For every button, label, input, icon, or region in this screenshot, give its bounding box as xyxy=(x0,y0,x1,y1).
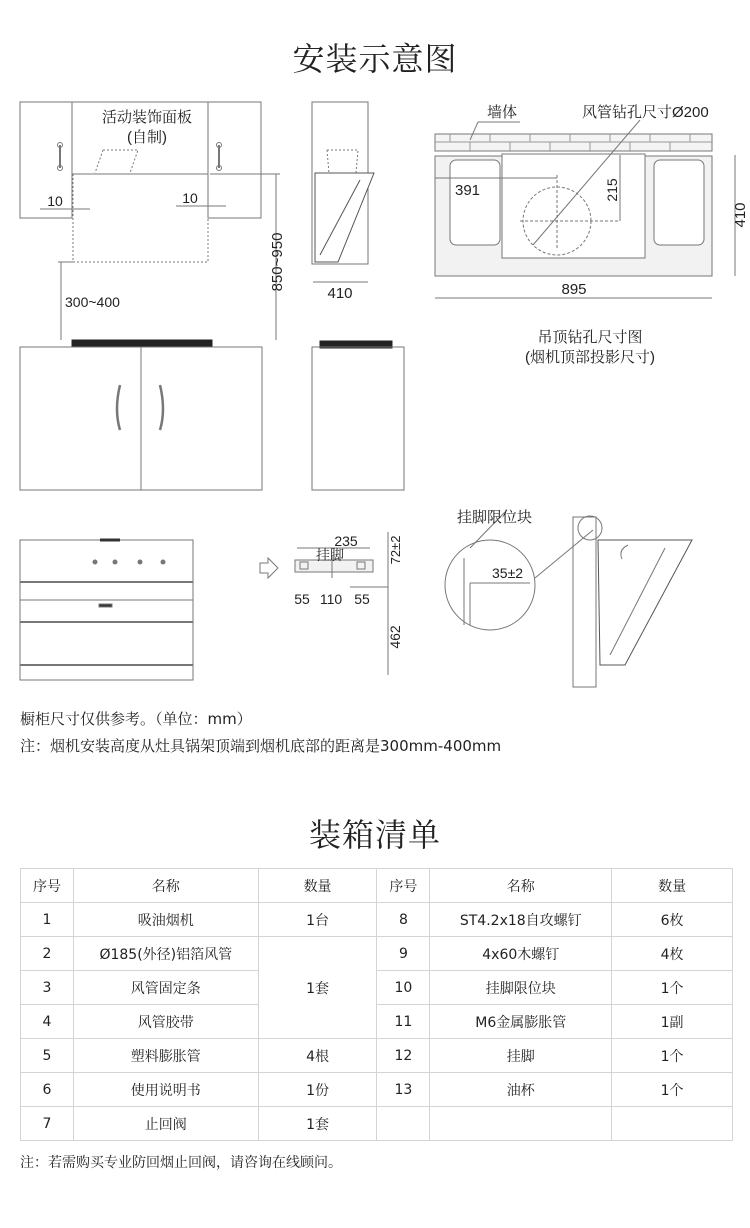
empty-cell xyxy=(612,1107,733,1141)
dim-410: 410 xyxy=(732,202,749,228)
side-view xyxy=(312,102,404,490)
item-no: 1 xyxy=(21,903,74,937)
bracket-top-dim: 72±2 xyxy=(388,535,403,565)
item-name: 吸油烟机 xyxy=(73,903,258,937)
limit-block-diagram xyxy=(445,512,692,687)
table-row xyxy=(21,1039,733,1073)
item-name: 止回阀 xyxy=(73,1107,258,1141)
packing-note: 注：若需购买专业防回烟止回阀，请咨询在线顾问。 xyxy=(20,1155,342,1171)
hood-front-view xyxy=(20,540,278,680)
item-no: 6 xyxy=(21,1073,74,1107)
table-row xyxy=(21,903,733,937)
bracket-spacing-middle: 110 xyxy=(319,591,343,607)
table-row xyxy=(21,1107,733,1141)
item-qty: 1台 xyxy=(258,903,377,937)
item-name: 使用说明书 xyxy=(73,1073,258,1107)
limit-gap-dim: 35±2 xyxy=(492,565,524,581)
bracket-spacing-right: 55 xyxy=(354,591,370,607)
upper-cabinets-front xyxy=(20,102,280,490)
gap-right-dim: 10 xyxy=(182,190,198,206)
item-qty: 1套 xyxy=(258,937,377,1039)
empty-cell xyxy=(430,1107,612,1141)
panel-label-sub: (自制) xyxy=(127,129,167,146)
item-name: ST4.2x18自攻螺钉 xyxy=(430,903,612,937)
item-qty: 4枚 xyxy=(612,937,733,971)
item-name: 挂脚 xyxy=(430,1039,612,1073)
header-qty: 数量 xyxy=(258,869,377,903)
item-no: 3 xyxy=(21,971,74,1005)
item-qty: 1个 xyxy=(612,1073,733,1107)
item-no: 10 xyxy=(377,971,430,1005)
bracket-spacing-left: 55 xyxy=(294,591,310,607)
bracket-label: 挂脚 xyxy=(316,547,344,563)
ceiling-caption: 吊顶钻孔尺寸图 xyxy=(537,329,643,346)
install-height-note: 注：烟机安装高度从灶具锅架顶端到烟机底部的距离是300mm-400mm xyxy=(20,737,502,755)
item-qty: 1套 xyxy=(258,1107,377,1141)
item-no: 12 xyxy=(377,1039,430,1073)
dim-215: 215 xyxy=(604,178,620,202)
bracket-width-dim: 235 xyxy=(334,533,358,549)
item-name: 塑料膨胀管 xyxy=(73,1039,258,1073)
item-qty: 6枚 xyxy=(612,903,733,937)
header-name: 名称 xyxy=(430,869,612,903)
item-name: 4x60木螺钉 xyxy=(430,937,612,971)
dim-391: 391 xyxy=(455,182,481,199)
bracket-height-dim: 462 xyxy=(387,625,403,649)
item-qty: 1份 xyxy=(258,1073,377,1107)
gap-left-dim: 10 xyxy=(47,193,63,209)
wall-label: 墙体 xyxy=(487,104,518,121)
item-qty: 4根 xyxy=(258,1039,377,1073)
limit-block-label: 挂脚限位块 xyxy=(457,509,533,526)
item-no: 11 xyxy=(377,1005,430,1039)
install-diagram-title: 安装示意图 xyxy=(292,40,458,78)
header-no: 序号 xyxy=(377,869,430,903)
item-name: 风管固定条 xyxy=(73,971,258,1005)
cabinet-note: 橱柜尺寸仅供参考。（单位：mm） xyxy=(20,710,252,728)
item-qty: 1个 xyxy=(612,971,733,1005)
table-row xyxy=(21,1073,733,1107)
item-name: 风管胶带 xyxy=(73,1005,258,1039)
packing-list-title: 装箱清单 xyxy=(308,816,441,854)
item-name: 油杯 xyxy=(430,1073,612,1107)
table-header-row xyxy=(21,869,733,903)
table-row xyxy=(21,937,733,971)
height-range-dim: 850~950 xyxy=(269,232,286,292)
item-qty: 1副 xyxy=(612,1005,733,1039)
item-qty: 1个 xyxy=(612,1039,733,1073)
item-no: 4 xyxy=(21,1005,74,1039)
item-no: 2 xyxy=(21,937,74,971)
header-qty: 数量 xyxy=(612,869,733,903)
panel-label: 活动装饰面板 xyxy=(101,109,193,126)
item-no: 13 xyxy=(377,1073,430,1107)
side-depth-dim: 410 xyxy=(327,285,353,302)
item-no: 9 xyxy=(377,937,430,971)
header-name: 名称 xyxy=(73,869,258,903)
item-no: 7 xyxy=(21,1107,74,1141)
item-no: 8 xyxy=(377,903,430,937)
install-height-dim: 300~400 xyxy=(65,294,120,310)
table-row xyxy=(21,1005,733,1039)
item-name: 挂脚限位块 xyxy=(430,971,612,1005)
item-name: Ø185(外径)铝箔风管 xyxy=(73,937,258,971)
item-no: 5 xyxy=(21,1039,74,1073)
item-name: M6金属膨胀管 xyxy=(430,1005,612,1039)
header-no: 序号 xyxy=(21,869,74,903)
table-row xyxy=(21,971,733,1005)
packing-list-table xyxy=(20,868,733,1141)
ceiling-drill-diagram xyxy=(435,120,735,298)
dim-895: 895 xyxy=(561,281,587,298)
ceiling-caption-sub: (烟机顶部投影尺寸) xyxy=(525,349,655,366)
empty-cell xyxy=(377,1107,430,1141)
duct-hole-label: 风管钻孔尺寸Ø200 xyxy=(582,104,709,121)
